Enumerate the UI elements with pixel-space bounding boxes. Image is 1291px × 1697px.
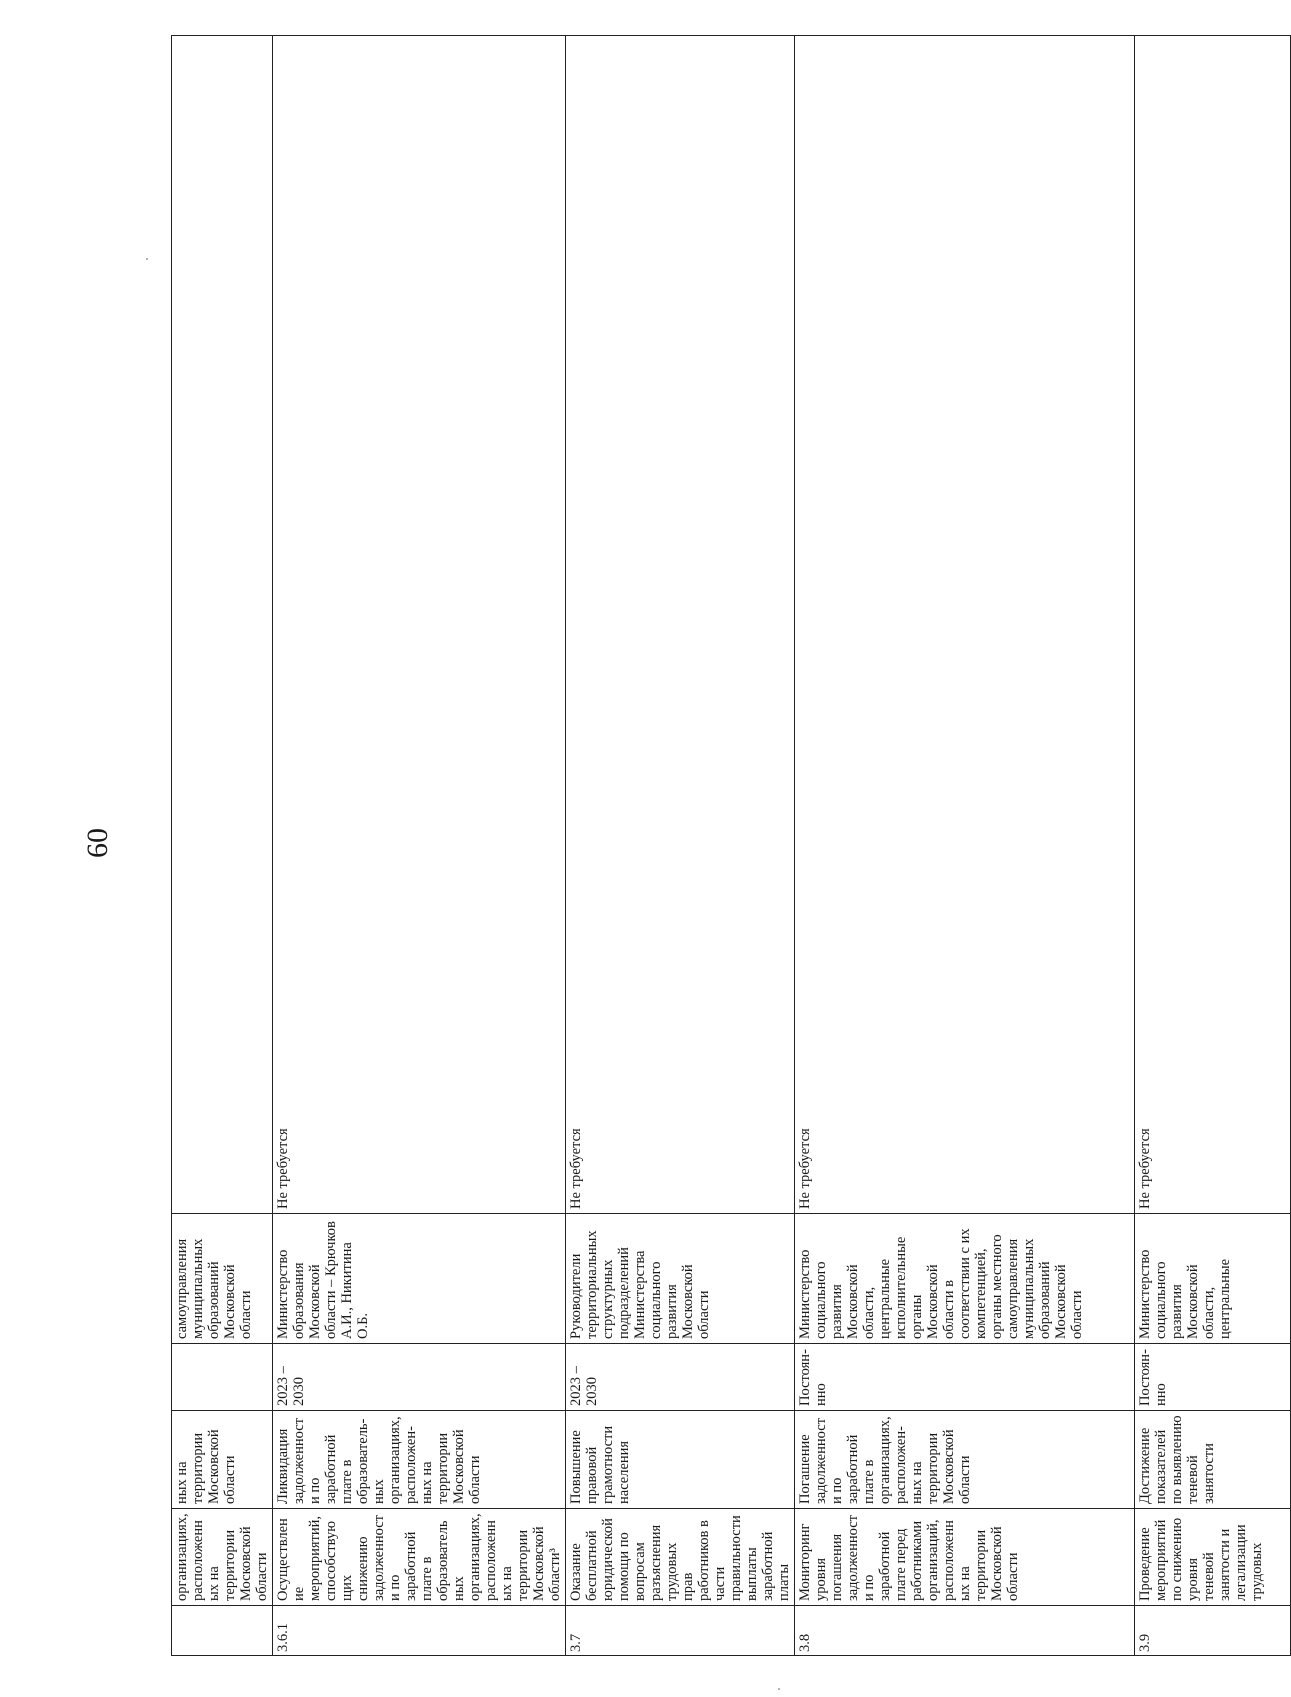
executor-cell: Министерство социального развития Московской области, центральные	[1135, 1214, 1291, 1344]
result-cell: Погашение задолженности по заработной плате в организациях, расположен-ных на территории Московской области	[795, 1411, 1135, 1509]
result-cell: Повышение правовой грамотности населения	[566, 1411, 795, 1509]
financing-cell	[172, 36, 273, 1214]
executor-cell: самоуправления муниципальных образований Московской области	[172, 1214, 273, 1344]
period-cell: Постоян-нно	[795, 1344, 1135, 1411]
period-cell	[172, 1344, 273, 1411]
measure-cell: Оказание бесплатной юридической помощи по вопросам разъяснения трудовых прав работников в части правильности выплаты заработной платы	[566, 1509, 795, 1606]
period-cell: Постоян-нно	[1135, 1344, 1291, 1411]
table-row	[273, 36, 566, 1656]
table-row	[566, 36, 795, 1656]
table-row	[172, 36, 273, 1656]
measure-cell: Осуществление мероприятий, способствующих снижению задолженности по заработной плате в образовательных организациях, расположенных на территории Московской области³	[273, 1509, 566, 1606]
financing-cell: Не требуется	[566, 36, 795, 1214]
row-number: 3.8	[795, 1606, 1135, 1656]
measure-cell: Проведение мероприятий по снижению уровня теневой занятости и легализации трудовых	[1135, 1509, 1291, 1606]
table-row	[1135, 36, 1291, 1656]
row-number: 3.6.1	[273, 1606, 566, 1656]
measures-table-rotated	[171, 36, 1265, 1656]
result-cell: Ликвидация задолженности по заработной плате в образователь-ных организациях, расположен-ных на территории Московской области	[273, 1411, 566, 1509]
result-cell: ных на территории Московской области	[172, 1411, 273, 1509]
page-number: 60	[81, 828, 114, 858]
table-row	[795, 36, 1135, 1656]
measures-table	[171, 35, 1291, 1656]
executor-cell: Министерство образования Московской области – Крючков А.И., Никитина О.Б.	[273, 1214, 566, 1344]
financing-cell: Не требуется	[795, 36, 1135, 1214]
measure-cell: Мониторинг уровня погашения задолженности по заработной плате перед работниками организаций, расположенных на территории Московской области	[795, 1509, 1135, 1606]
financing-cell: Не требуется	[1135, 36, 1291, 1214]
result-cell: Достижение показателей по выявлению теневой занятости	[1135, 1411, 1291, 1509]
executor-cell: Министерство социального развития Московской области, центральные исполнительные органы Московской области в соответствии с их компетенцией, органы местного самоуправления муниципальных образований Московской области	[795, 1214, 1135, 1344]
measure-cell: организациях, расположенных на территории Московской области	[172, 1509, 273, 1606]
period-cell: 2023 – 2030	[566, 1344, 795, 1411]
executor-cell: Руководители территориальных структурных подразделений Министерства социального развития Московской области	[566, 1214, 795, 1344]
row-number: 3.9	[1135, 1606, 1291, 1656]
row-number	[172, 1606, 273, 1656]
scan-speck	[778, 1688, 780, 1690]
row-number: 3.7	[566, 1606, 795, 1656]
scan-speck	[146, 258, 148, 260]
period-cell: 2023 – 2030	[273, 1344, 566, 1411]
financing-cell: Не требуется	[273, 36, 566, 1214]
